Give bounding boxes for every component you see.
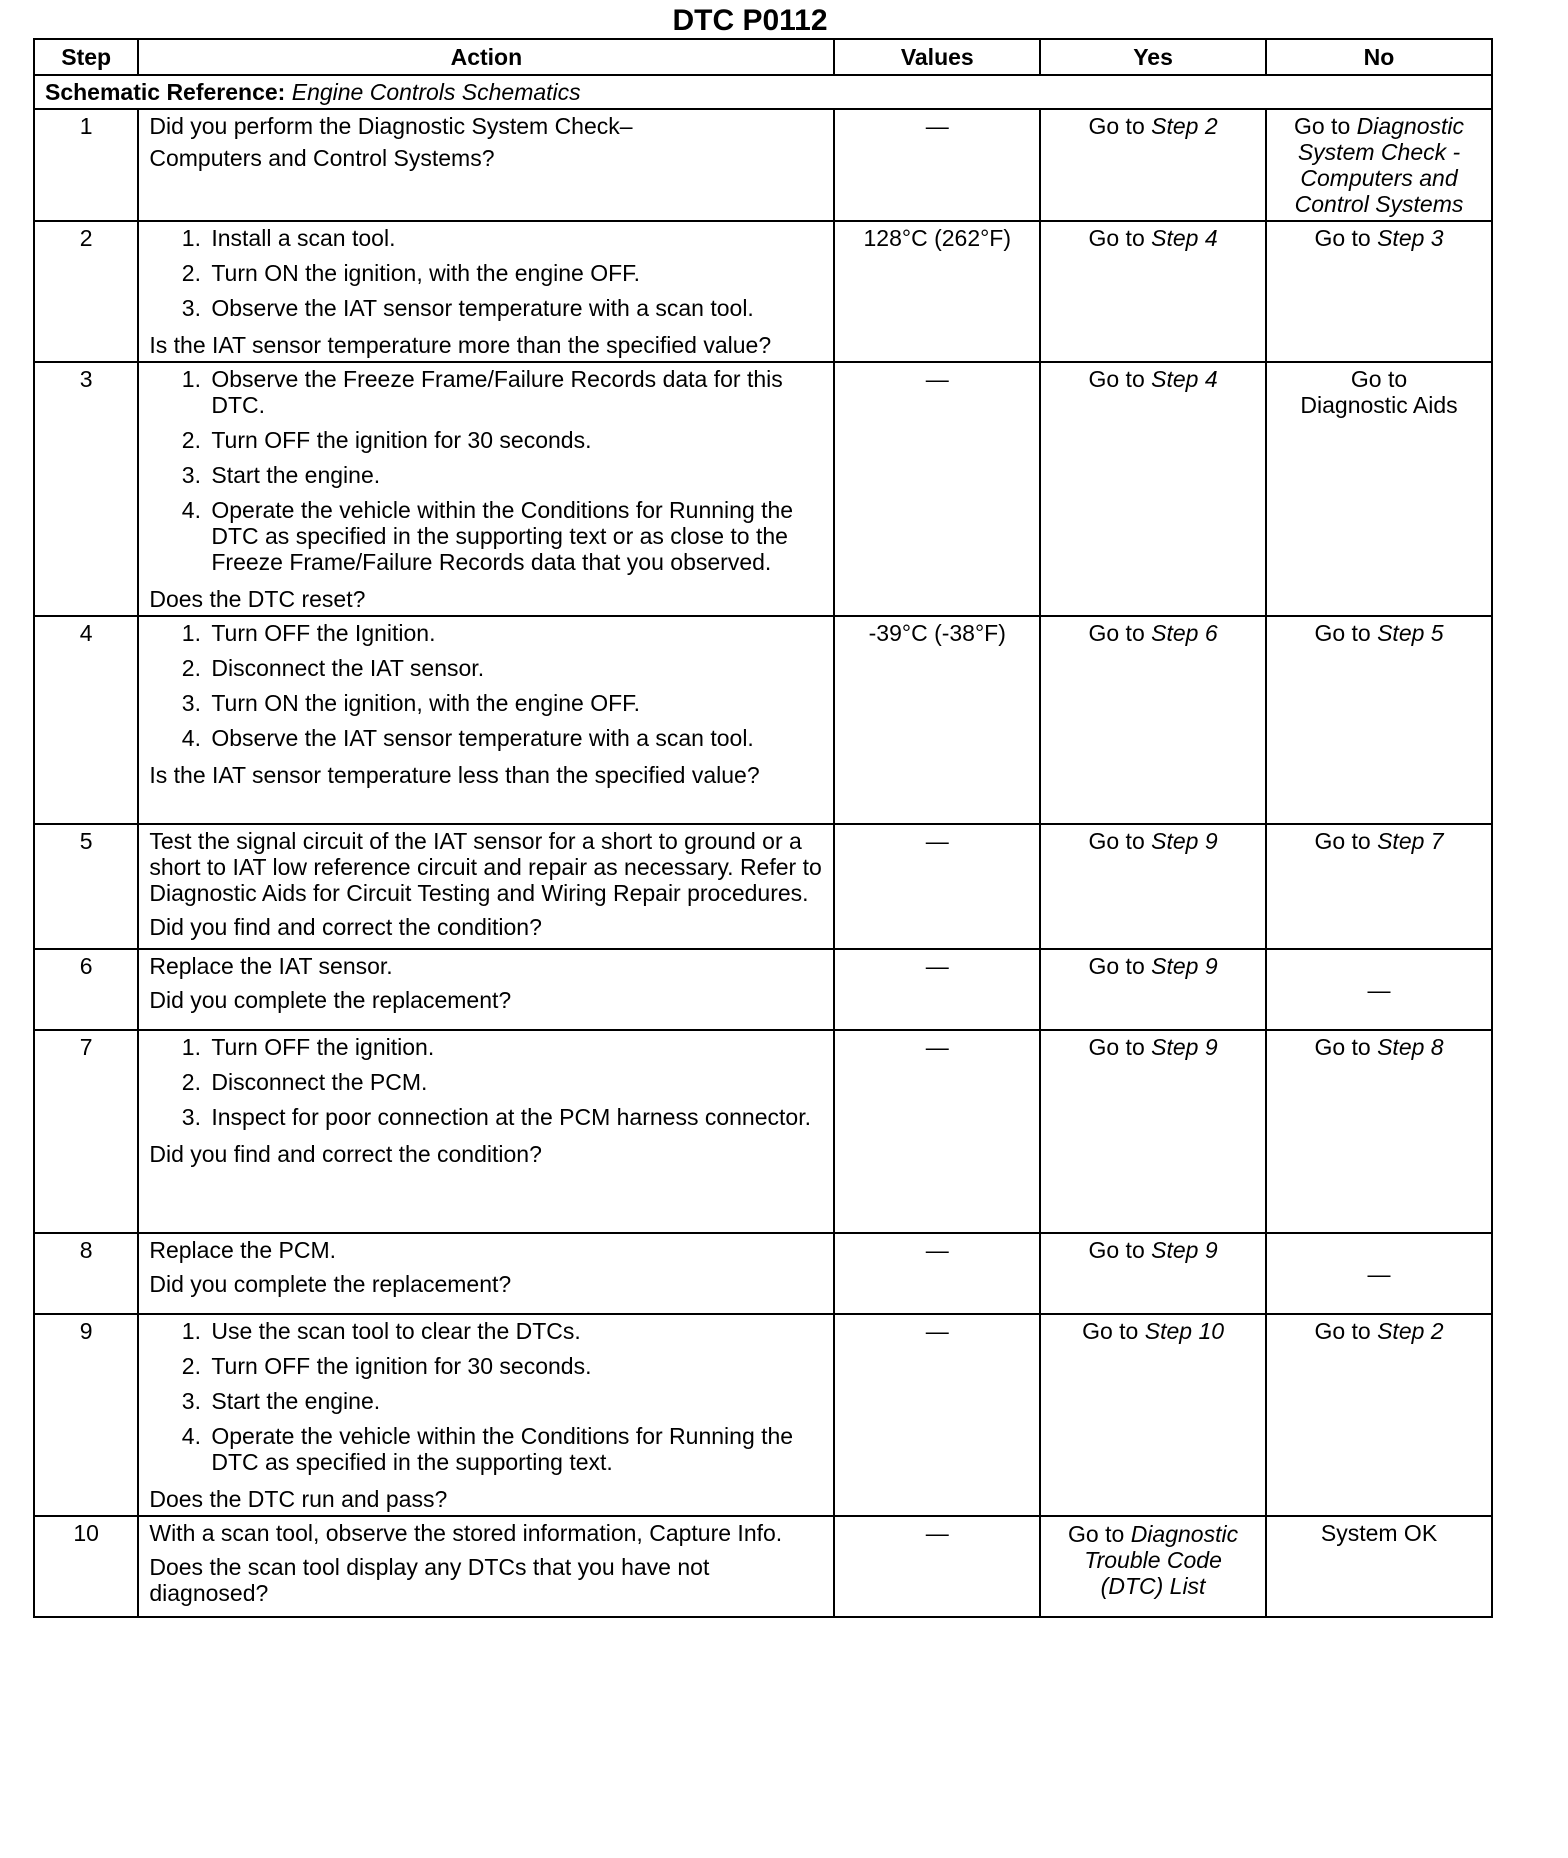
schematic-reference-label: Schematic Reference:: [45, 79, 286, 105]
action-paragraph: Computers and Control Systems?: [149, 145, 495, 171]
action-cell: [138, 362, 834, 616]
action-paragraph: Did you perform the Diagnostic System Check–: [149, 113, 633, 139]
values-cell: —: [834, 949, 1040, 1030]
action-cell: [138, 1516, 834, 1617]
yes-prefix: Go to: [1088, 366, 1152, 392]
no-prefix: Go to: [1314, 828, 1378, 854]
action-cell: [138, 1030, 834, 1233]
step-number: 6: [34, 949, 138, 1030]
header-action: Action: [138, 39, 834, 75]
yes-cell: [1040, 949, 1266, 1030]
action-cell: [138, 616, 834, 824]
values-cell: —: [834, 1314, 1040, 1516]
action-content: [149, 113, 823, 177]
table-row: [34, 362, 1492, 616]
yes-cell: [1040, 616, 1266, 824]
yes-cell: [1040, 1516, 1266, 1617]
action-list-item: 1. Turn OFF the ignition.: [207, 1034, 823, 1060]
values-cell: —: [834, 1030, 1040, 1233]
action-list-item: 1. Install a scan tool.: [207, 225, 823, 251]
no-prefix: Go to: [1350, 366, 1408, 392]
header-no: No: [1266, 39, 1492, 75]
action-content: [149, 1237, 823, 1297]
action-content: [149, 953, 823, 1013]
table-row: [34, 616, 1492, 824]
no-target: Diagnostic Aids: [1300, 392, 1458, 418]
table-row: [34, 109, 1492, 221]
yes-prefix: Go to: [1088, 620, 1152, 646]
action-list-item: 3. Start the engine.: [207, 462, 823, 488]
action-cell: [138, 109, 834, 221]
action-list-item: 4. Operate the vehicle within the Conditions for Running the DTC as specified in the supporting text.: [207, 1423, 823, 1475]
action-list-item: 2. Turn OFF the ignition for 30 seconds.: [207, 1353, 823, 1379]
yes-target: Step 9: [1151, 953, 1218, 979]
values-cell: —: [834, 1233, 1040, 1314]
yes-target: Diagnostic Trouble Code (DTC) List: [1084, 1521, 1239, 1599]
no-target: System OK: [1320, 1520, 1438, 1546]
header-yes: Yes: [1040, 39, 1266, 75]
no-cell: [1266, 362, 1492, 616]
action-list-item: 2. Disconnect the PCM.: [207, 1069, 823, 1095]
action-list: [149, 620, 823, 760]
action-cell: [138, 1314, 834, 1516]
action-cell: [138, 949, 834, 1030]
yes-target: Step 4: [1151, 366, 1218, 392]
action-paragraph: Replace the PCM.: [149, 1237, 336, 1263]
action-cell: [138, 1233, 834, 1314]
schematic-reference: [34, 75, 1492, 109]
values-cell: —: [834, 1516, 1040, 1617]
no-target: —: [1367, 1260, 1391, 1287]
step-number: 9: [34, 1314, 138, 1516]
no-target: Step 3: [1377, 225, 1444, 251]
step-number: 4: [34, 616, 138, 824]
no-target: Step 8: [1377, 1034, 1444, 1060]
values-cell: —: [834, 362, 1040, 616]
values-cell: —: [834, 824, 1040, 949]
yes-cell: [1040, 1233, 1266, 1314]
action-list-item: 4. Observe the IAT sensor temperature with a scan tool.: [207, 725, 823, 751]
values-cell: —: [834, 109, 1040, 221]
action-cell: [138, 824, 834, 949]
table-row: [34, 1030, 1492, 1233]
yes-cell: [1040, 109, 1266, 221]
values-cell: -39°C (-38°F): [834, 616, 1040, 824]
action-list-item: 2. Turn ON the ignition, with the engine OFF.: [207, 260, 823, 286]
step-number: 7: [34, 1030, 138, 1233]
no-prefix: Go to: [1314, 1318, 1378, 1344]
values-cell: 128°C (262°F): [834, 221, 1040, 362]
schematic-reference-value: Engine Controls Schematics: [291, 79, 581, 105]
action-content: [149, 620, 823, 788]
no-cell: [1266, 221, 1492, 362]
action-question: Did you complete the replacement?: [149, 1271, 512, 1297]
yes-prefix: Go to: [1088, 225, 1152, 251]
no-cell: [1266, 1030, 1492, 1233]
action-list-item: 1. Observe the Freeze Frame/Failure Records data for this DTC.: [207, 366, 823, 418]
step-number: 10: [34, 1516, 138, 1617]
action-list: [149, 1318, 823, 1484]
yes-target: Step 4: [1151, 225, 1218, 251]
table-row: [34, 1314, 1492, 1516]
table-row: [34, 1516, 1492, 1617]
diagnostic-table: [33, 38, 1493, 1618]
yes-prefix: Go to: [1088, 1237, 1152, 1263]
action-cell: [138, 221, 834, 362]
schematic-reference-row: [34, 75, 1492, 109]
action-list-item: 3. Start the engine.: [207, 1388, 823, 1414]
yes-target: Step 2: [1151, 113, 1218, 139]
no-prefix: Go to: [1293, 113, 1357, 139]
no-cell: [1266, 949, 1492, 1030]
no-cell: [1266, 824, 1492, 949]
yes-target: Step 6: [1151, 620, 1218, 646]
action-paragraph: Test the signal circuit of the IAT sensor for a short to ground or a short to IAT low reference circuit and repair as necessary. Refer to Diagnostic Aids for Circuit Testing and Wiring Repair procedures.: [149, 828, 822, 906]
no-target: Step 2: [1377, 1318, 1444, 1344]
no-target: —: [1367, 976, 1391, 1003]
action-question: Does the DTC run and pass?: [149, 1486, 448, 1512]
yes-cell: [1040, 1314, 1266, 1516]
action-list-item: 3. Inspect for poor connection at the PCM harness connector.: [207, 1104, 823, 1130]
no-cell: [1266, 1233, 1492, 1314]
action-list-item: 2. Turn OFF the ignition for 30 seconds.: [207, 427, 823, 453]
action-question: Is the IAT sensor temperature more than the specified value?: [149, 332, 772, 358]
yes-target: Step 10: [1144, 1318, 1225, 1344]
action-list: [149, 1034, 823, 1139]
action-list: [149, 366, 823, 584]
no-target: Diagnostic System Check - Computers and Control Systems: [1294, 113, 1465, 217]
yes-cell: [1040, 362, 1266, 616]
action-question: Did you complete the replacement?: [149, 987, 512, 1013]
page-title: DTC P0112: [672, 4, 828, 37]
table-row: [34, 949, 1492, 1030]
yes-cell: [1040, 1030, 1266, 1233]
no-cell: [1266, 1516, 1492, 1617]
yes-prefix: Go to: [1082, 1318, 1145, 1344]
action-list-item: 2. Disconnect the IAT sensor.: [207, 655, 823, 681]
action-content: [149, 366, 823, 612]
no-target: Step 5: [1377, 620, 1444, 646]
no-cell: [1266, 1314, 1492, 1516]
step-number: 1: [34, 109, 138, 221]
action-question: Did you find and correct the condition?: [149, 1141, 542, 1167]
yes-prefix: Go to: [1088, 828, 1152, 854]
no-prefix: Go to: [1314, 1034, 1378, 1060]
action-question: Does the scan tool display any DTCs that you have not diagnosed?: [149, 1554, 710, 1606]
no-cell: [1266, 616, 1492, 824]
yes-target: Step 9: [1151, 1034, 1218, 1060]
yes-cell: [1040, 824, 1266, 949]
yes-prefix: Go to: [1068, 1521, 1131, 1547]
step-number: 3: [34, 362, 138, 616]
header-values: Values: [834, 39, 1040, 75]
action-content: [149, 1520, 823, 1606]
step-number: 2: [34, 221, 138, 362]
action-paragraph: With a scan tool, observe the stored information, Capture Info.: [149, 1520, 783, 1546]
action-question: Is the IAT sensor temperature less than the specified value?: [149, 762, 760, 788]
yes-target: Step 9: [1151, 828, 1218, 854]
header-step: Step: [34, 39, 138, 75]
no-target: Step 7: [1377, 828, 1444, 854]
step-number: 8: [34, 1233, 138, 1314]
action-list: [149, 225, 823, 330]
table-row: [34, 221, 1492, 362]
action-paragraph: Replace the IAT sensor.: [149, 953, 393, 979]
table-row: [34, 1233, 1492, 1314]
table-row: [34, 824, 1492, 949]
no-cell: [1266, 109, 1492, 221]
action-question: Does the DTC reset?: [149, 586, 366, 612]
yes-target: Step 9: [1151, 1237, 1218, 1263]
action-list-item: 1. Use the scan tool to clear the DTCs.: [207, 1318, 823, 1344]
action-list-item: 3. Observe the IAT sensor temperature with a scan tool.: [207, 295, 823, 321]
action-content: [149, 1034, 823, 1167]
action-content: [149, 1318, 823, 1512]
yes-prefix: Go to: [1088, 1034, 1152, 1060]
table-header-row: [34, 39, 1492, 75]
action-question: Did you find and correct the condition?: [149, 914, 542, 940]
action-content: [149, 225, 823, 358]
step-number: 5: [34, 824, 138, 949]
action-list-item: 4. Operate the vehicle within the Conditions for Running the DTC as specified in the supporting text or as close to the Freeze Frame/Failure Records data that you observed.: [207, 497, 823, 575]
action-list-item: 3. Turn ON the ignition, with the engine OFF.: [207, 690, 823, 716]
yes-cell: [1040, 221, 1266, 362]
action-list-item: 1. Turn OFF the Ignition.: [207, 620, 823, 646]
yes-prefix: Go to: [1088, 953, 1152, 979]
yes-prefix: Go to: [1088, 113, 1152, 139]
action-content: [149, 828, 823, 940]
no-prefix: Go to: [1314, 225, 1378, 251]
no-prefix: Go to: [1314, 620, 1378, 646]
